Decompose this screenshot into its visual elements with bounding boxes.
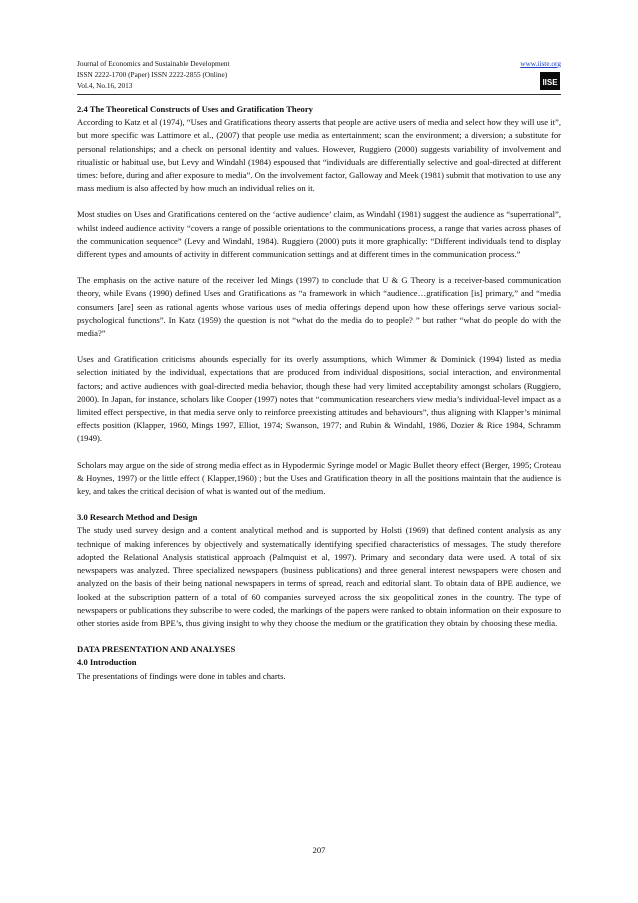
paragraph-2: Most studies on Uses and Gratifications centered on the ‘active audience’ claim, as Windahl (1981) suggest the audience as “superrational”, whilst indeed audience activity “covers a range of possible orientations to the communications process, a range that varies across phases of the communication sequence” (Levy and Windahl, 1984). Ruggiero (2000) puts it more graphically: “Different individuals tend to display different types and amounts of activity in different communication settings and at different times in the communication process.”: [77, 209, 561, 260]
page-number: 207: [312, 845, 326, 855]
paragraph-3: The emphasis on the active nature of the receiver led Mings (1997) to conclude that U & G Theory is a receiver-based communication theory, while Evans (1990) defined Uses and Gratifications as “a framework in which “audience…gratification [is] primary,” and “media consumers [are] seen as rational agents whose various uses of media offerings depend upon how these offerings serve various social-psychological functions”. In Katz (1959) the question is not “what do the media do to people? ” but rather “what do people do with the media?”: [77, 275, 561, 339]
section-2-4-heading: 2.4 The Theoretical Constructs of Uses and Gratification Theory: [77, 104, 313, 114]
data-presentation-heading: DATA PRESENTATION AND ANALYSES: [77, 644, 236, 655]
header-divider: [77, 94, 561, 95]
paragraph-6: The study used survey design and a content analytical method and is supported by Holsti (1969) that defined content analysis as any technique of making inferences by objectively and systematically identifying specified characteristics of messages. The study therefore adopted the Relational Analysis statistical approach (Palmquist et al, 1997). Primary and secondary data were used. A total of six newspapers was analyzed. Three specialized newspapers (business publications) and three general interest newspapers were chosen and analyzed on the basis of their being national newspapers in terms of spread, reach and editorial slant. To obtain data of BPE audience, we looked at the subscription pattern of a total of 60 companies surveyed across the six geopolitical zones in the country. The type of newspapers or publications they subscribe to were coded, the markings of the papers were ranked to obtain information on their exposure to other stories aside from BPE’s, thus giving insight to why they choose the medium or the gratification they obtain by choosing these media.: [77, 525, 561, 628]
paragraph-7: The presentations of findings were done in tables and charts.: [77, 670, 286, 681]
section-4-0-heading: 4.0 Introduction: [77, 657, 137, 668]
journal-name: Journal of Economics and Sustainable Development: [77, 59, 230, 68]
journal-volume: Vol.4, No.16, 2013: [77, 81, 133, 90]
paragraph-4: Uses and Gratification criticisms abounds especially for its overly assumptions, which Wimmer & Dominick (1994) listed as media selection initiated by the individual, expectations that are produced from individual dispositions, social interaction, and environmental factors; and active audiences with goal-directed media behavior, though these had very limited acceptability amongst scholars (Ruggiero, 2000). In Japan, for instance, scholars like Cooper (1997) notes that “communication researchers view media’s individual-level impact as a limited effect perspective, in that media serve only to reinforce preexisting attitudes and behaviours”, thus aligning with Klapper’s minimal effects position (Klapper, 1960, Mings 1997, Elliot, 1974; Swanson, 1977; and Rubin & Windahl, 1986, Dozier & Rice 1984, Schramm (1949).: [77, 354, 561, 444]
paragraph-5: Scholars may argue on the side of strong media effect as in Hypodermic Syringe model or Magic Bullet theory effect (Berger, 1995; Croteau & Hoynes, 1997) or the little effect ( Klapper,1960) ; but the Uses and Gratification theory in all the positions maintain that the audience is key, and takes the critical decision of what is wanted out of the medium.: [77, 459, 561, 497]
website-link[interactable]: www.iiste.org: [520, 59, 561, 68]
journal-header: [77, 58, 561, 91]
article-body: [77, 103, 561, 696]
section-3-0-heading: 3.0 Research Method and Design: [77, 512, 198, 523]
logo-text: IISE: [542, 78, 558, 87]
iiste-logo-icon: [539, 70, 561, 92]
paragraph-1: According to Katz et al (1974), “Uses and Gratifications theory asserts that people are active users of media and select how they will use it”, but more specific was Lattimore et al., (2007) that people use media as entertainment; scan the environment; a diversion; a substitute for personal relationships; and a check on personal identity and values. However, Ruggiero (2000) suggests variability of involvement and ritualistic or habitual use, but Levy and Windahl (1984) espoused that “individuals are differentially selective and goal-directed at different times: before, during and after exposure to media”. On the involvement factor, Galloway and Meek (1981) submit that motivation to use any mass medium is also affected by how much an individual relies on it.: [77, 117, 561, 194]
journal-issn: ISSN 2222-1700 (Paper) ISSN 2222-2855 (Online): [77, 70, 228, 79]
